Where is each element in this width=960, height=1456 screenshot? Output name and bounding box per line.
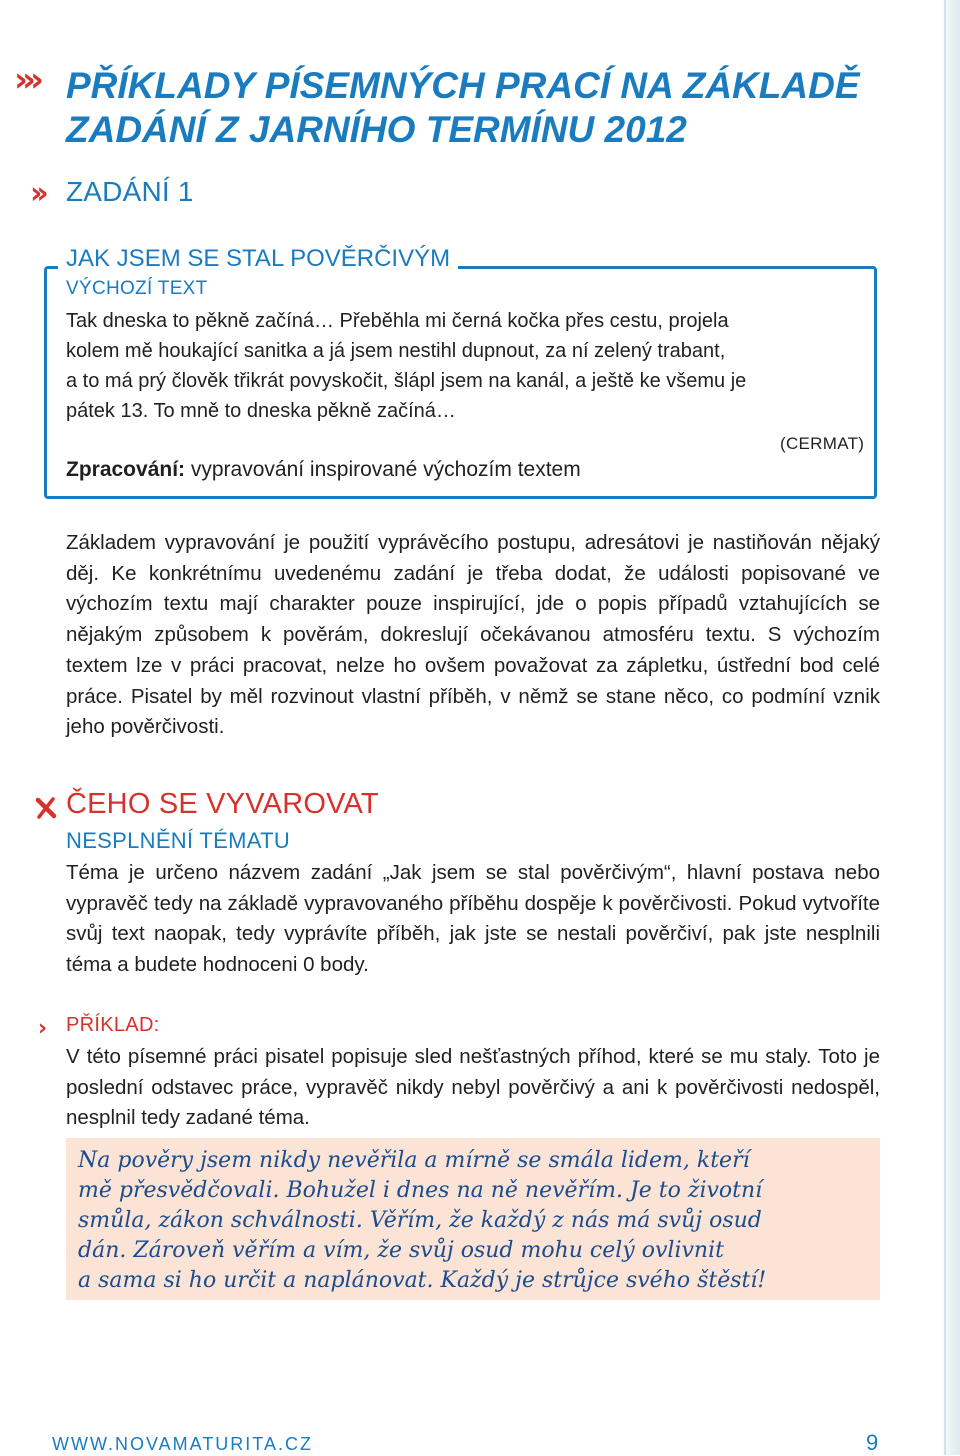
page-title-line1: PŘÍKLADY PÍSEMNÝCH PRACÍ NA ZÁKLADĚ xyxy=(66,65,860,106)
double-chevron-icon: ›› xyxy=(30,176,43,211)
source-text-label: VÝCHOZÍ TEXT xyxy=(66,278,208,299)
page-number: 9 xyxy=(866,1430,879,1455)
source-text-line: kolem mě houkající sanitka a já jsem nestihl dupnout, za ní zelený trabant, xyxy=(66,340,726,362)
footer-url[interactable]: WWW.NOVAMATURITA.CZ xyxy=(52,1434,313,1454)
source-text-line: pátek 13. To mně to dneska pěkně začíná… xyxy=(66,400,456,422)
page-edge-decoration xyxy=(940,0,960,1455)
handwritten-excerpt xyxy=(66,1138,880,1300)
double-chevron-icon: ››› xyxy=(14,60,39,100)
source-text-line: a to má prý člověk třikrát povyskočit, šlápl jsem na kanál, a ještě ke všemu je xyxy=(66,370,747,392)
handwritten-line: smůla, zákon schválnosti. Věřím, že každý z nás má svůj osud xyxy=(78,1208,762,1233)
handwritten-line: Na pověry jsem nikdy nevěřila a mírně se smála lidem, kteří xyxy=(78,1148,750,1173)
assignment-heading: JAK JSEM SE STAL POVĚRČIVÝM xyxy=(58,244,458,274)
handwritten-line: a sama si ho určit a naplánovat. Každý je strůjce svého štěstí! xyxy=(78,1268,767,1293)
processing-line xyxy=(66,458,581,482)
processing-label: Zpracování: xyxy=(66,458,186,481)
example-label: PŘÍKLAD: xyxy=(66,1014,160,1036)
cross-mark-icon xyxy=(34,795,58,821)
example-paragraph: V této písemné práci pisatel popisuje sled nešťastných příhod, které se mu staly. Toto je poslední odstavec práce, vypravěč nikdy nebyl pověrčivý a ani k pověrčivosti nedospěl, nesplnil tedy zadané téma. xyxy=(66,1045,880,1130)
processing-text: vypravování inspirované výchozím textem xyxy=(190,458,581,481)
chevron-icon: › xyxy=(38,1016,48,1041)
commentary-paragraph: Základem vypravování je použití vyprávěcího postupu, adresátovi je nastiňován nějaký děj. Ke konkrétnímu uvedenému zadání je třeba dodat, že události popisované ve výchozím textu mají charakter pouze inspirující, jde o popis případů vztahujících se nějakým způsobem k pověrám, dokreslují očekávanou atmosféru textu. S výchozím textem lze v práci pracovat, nelze ho ovšem považovat za zápletku, ústřední bod celé práce. Pisatel by měl rozvinout vlastní příběh, v němž se stane něco, co podmíní vznik jeho pověrčivosti. xyxy=(66,531,880,739)
page-title xyxy=(66,64,926,152)
page-title-line2: ZADÁNÍ Z JARNÍHO TERMÍNU 2012 xyxy=(66,109,687,150)
source-credit: (CERMAT) xyxy=(780,434,865,453)
source-text-line: Tak dneska to pěkně začíná… Přeběhla mi černá kočka přes cestu, projela xyxy=(66,310,729,332)
warning-paragraph: Téma je určeno názvem zadání „Jak jsem se stal pověrčivým“, hlavní postava nebo vypravěč tedy na základě vypravovaného příběhu dospěje k pověrčivosti. Pokud vytvoříte svůj text naopak, tedy vyprávíte příběh, jak jste se nestali pověrčiví, pak jste nesplnili téma a budete hodnoceni 0 body. xyxy=(66,861,880,977)
handwritten-line: dán. Zároveň věřím a vím, že svůj osud mohu celý ovlivnit xyxy=(78,1238,724,1263)
source-text xyxy=(66,306,866,426)
warning-heading: ČEHO SE VYVAROVAT xyxy=(66,788,379,820)
assignment-label: ZADÁNÍ 1 xyxy=(66,176,194,207)
handwritten-line: mě přesvědčovali. Bohužel i dnes na ně nevěřím. Je to životní xyxy=(78,1178,763,1203)
warning-subheading: NESPLNĚNÍ TÉMATU xyxy=(66,828,291,853)
